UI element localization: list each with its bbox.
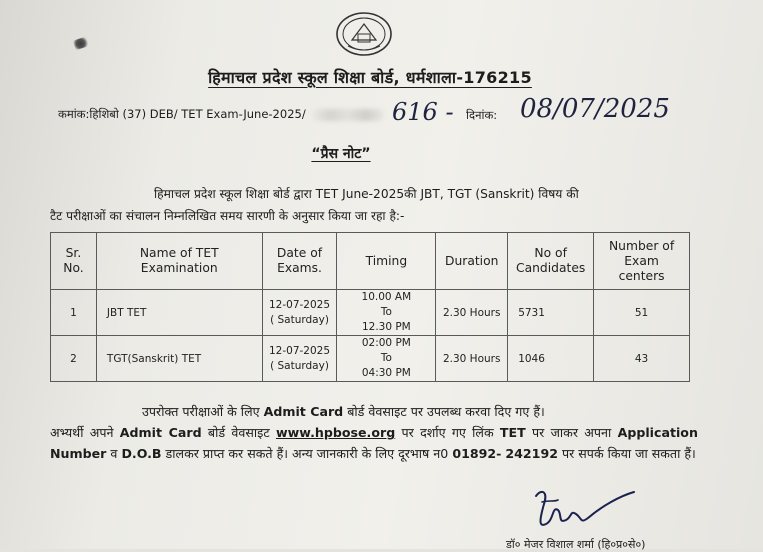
signatory-name: डॉ० मेजर विशाल शर्मा (हि०प्र०से०) xyxy=(506,538,646,551)
redacted-smudge xyxy=(312,109,384,121)
board-title: हिमाचल प्रदेश स्कूल शिक्षा बोर्ड, धर्मशाला-176215 xyxy=(208,68,532,87)
reference-number-handwritten: 616 - xyxy=(392,98,454,126)
cell-timing: 02:00 PM To 04:30 PM xyxy=(337,336,436,382)
notice-line-3: Application Number व D.O.B डालकर प्राप्त कर सकते हैं। अन्य जानकारी के लिए दूरभाष न0 01892- xyxy=(50,425,698,461)
cell-exam-name: TGT(Sanskrit) TET xyxy=(96,336,262,382)
cell-timing: 10.00 AM To 12.30 PM xyxy=(337,290,436,336)
intro-line-2: टैट परीक्षाओं का संचालन निम्नलिखित समय सारणी के अनुसार किया जा रहा है:- xyxy=(50,209,405,223)
cell-centers: 43 xyxy=(594,336,690,382)
reference-line xyxy=(58,107,390,122)
reference-prefix: कमांक:हिशिबो (37) DEB/ TET Exam-June-2025/ xyxy=(58,107,306,121)
board-website-link[interactable]: www.hpbose.org xyxy=(275,425,396,440)
cell-duration: 2.30 Hours xyxy=(436,290,508,336)
intro-line-1: हिमाचल प्रदेश स्कूल शिक्षा बोर्ड द्वारा TET June-2025की JBT, TGT (Sanskrit) विषय की xyxy=(154,187,579,201)
notice-line-4: 242192 पर सपर्क किया जा सकता हैं। xyxy=(505,446,696,461)
cell-duration: 2.30 Hours xyxy=(436,336,508,382)
binder-hole xyxy=(73,36,91,50)
cell-centers: 51 xyxy=(594,290,690,336)
cell-sr: 1 xyxy=(51,290,97,336)
intro-paragraph xyxy=(50,183,690,227)
header-timing: Timing xyxy=(337,233,436,290)
notice-paragraph xyxy=(50,401,698,464)
header-sr-no: Sr. No. xyxy=(51,233,97,290)
cell-candidates: 1046 xyxy=(508,336,594,382)
header-exam-name: Name of TET Examination xyxy=(96,233,262,290)
cell-candidates: 5731 xyxy=(508,290,594,336)
date-label: दिनांक: xyxy=(466,108,498,122)
exam-schedule-table xyxy=(50,232,690,382)
table-row xyxy=(51,290,690,336)
signature-icon xyxy=(528,484,638,534)
cell-date: 12-07-2025 ( Saturday) xyxy=(262,290,337,336)
header-duration: Duration xyxy=(436,233,508,290)
cell-date: 12-07-2025 ( Saturday) xyxy=(262,336,337,382)
cell-sr: 2 xyxy=(51,336,97,382)
header-date: Date of Exams. xyxy=(262,233,337,290)
date-handwritten: 08/07/2025 xyxy=(520,94,670,124)
header-candidates: No of Candidates xyxy=(508,233,594,290)
notice-line-1: उपरोक्त परीक्षाओं के लिए Admit Card बोर्ड वेवसाइट पर उपलब्ध करवा दिए गए हैं। xyxy=(142,404,545,419)
table-header-row xyxy=(51,233,690,290)
board-emblem-icon xyxy=(334,10,394,58)
notice-line-2: अभ्यर्थी अपने Admit Card बोर्ड वेवसाइट www.hpbose.org पर दर्शाए गए लिंक TET पर जाकर अपना xyxy=(50,425,612,440)
header-centers: Number of Exam centers xyxy=(594,233,690,290)
press-note-heading: “प्रैस नोट” xyxy=(311,146,371,162)
table-row xyxy=(51,336,690,382)
cell-exam-name: JBT TET xyxy=(96,290,262,336)
